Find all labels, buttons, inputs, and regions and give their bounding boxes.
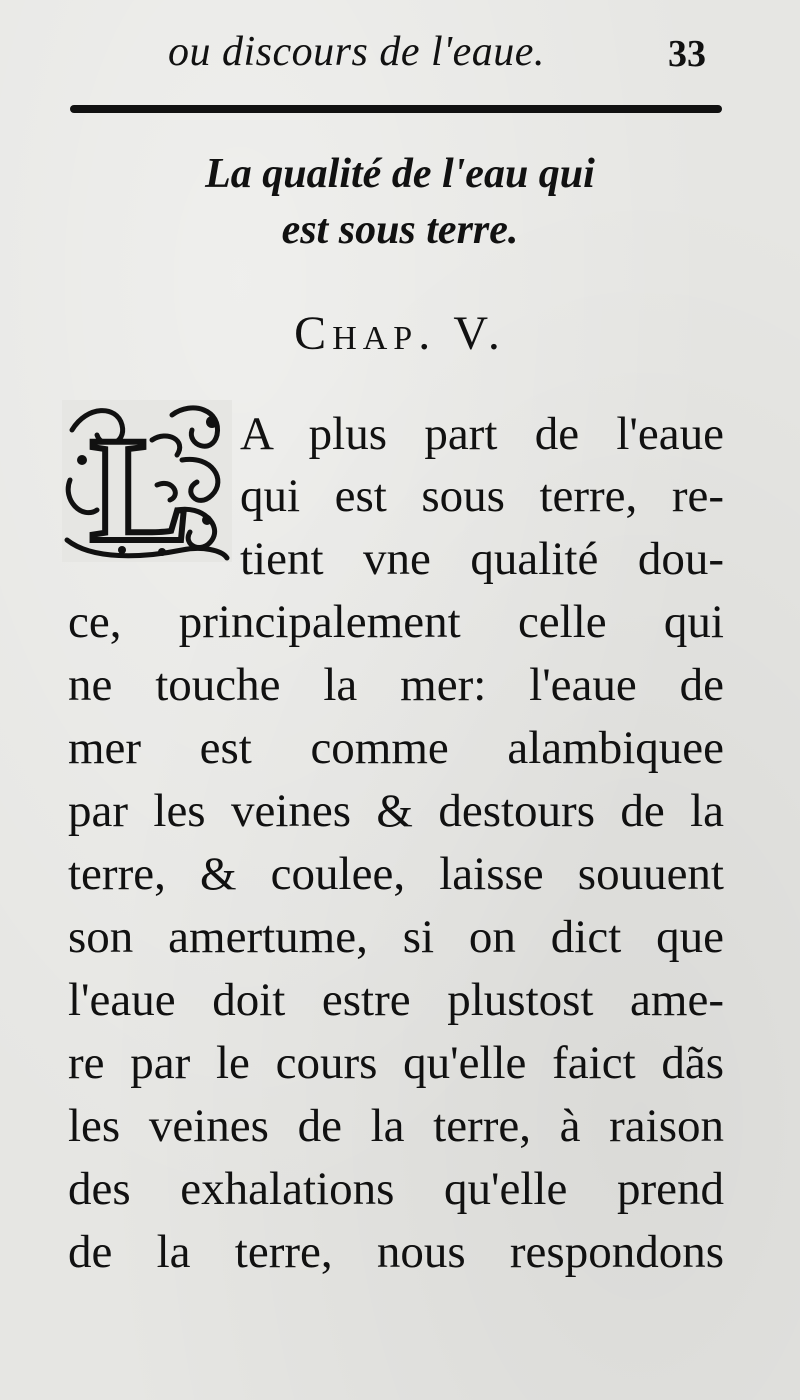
chapter-heading: Chap. V. xyxy=(294,307,506,360)
body-line-13: des exhalations qu'elle prend xyxy=(68,1163,724,1215)
chapter-title xyxy=(0,146,800,258)
header-rule xyxy=(70,105,722,113)
running-head: ou discours de l'eaue. xyxy=(168,29,545,75)
page-number: 33 xyxy=(668,33,706,75)
page-header xyxy=(0,22,800,82)
body-line-8: terre, & coulee, laisse souuent xyxy=(68,848,724,900)
body-line-12: les veines de la terre, à raison xyxy=(68,1100,724,1152)
body-line-5: ne touche la mer: l'eaue de xyxy=(68,659,724,711)
body-line-9: son amertume, si on dict que xyxy=(68,911,724,963)
chapter-title-line-2: est sous terre. xyxy=(281,207,519,253)
ornamental-drop-cap-icon xyxy=(62,400,232,562)
body-line-7: par les veines & destours de la xyxy=(68,785,724,837)
body-line-1: A plus part de l'eaue xyxy=(240,408,724,460)
drop-cap-letter: L xyxy=(90,407,191,562)
body-line-2: qui est sous terre, re- xyxy=(240,470,724,522)
body-line-4: ce, principalement celle qui xyxy=(68,596,724,648)
body-line-11: re par le cours qu'elle faict dãs xyxy=(68,1037,724,1089)
body-line-3: tient vne qualité dou- xyxy=(240,533,724,585)
chapter-title-line-1: La qualité de l'eau qui xyxy=(205,151,595,197)
body-line-14: de la terre, nous respondons xyxy=(68,1226,724,1278)
body-line-10: l'eaue doit estre plustost ame- xyxy=(68,974,724,1026)
body-line-6: mer est comme alambiquee xyxy=(68,722,724,774)
